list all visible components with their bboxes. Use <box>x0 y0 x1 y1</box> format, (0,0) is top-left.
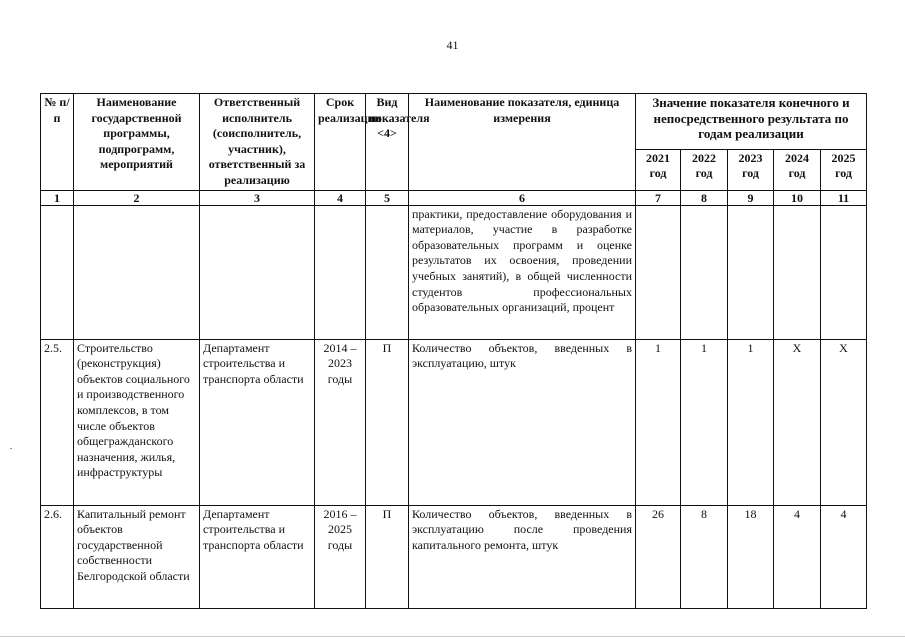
edge-mark-bottom <box>0 636 905 637</box>
column-number: 1 <box>41 190 74 205</box>
table-row <box>41 505 867 608</box>
row-value-2021: 1 <box>636 339 681 505</box>
row-value-2022: 1 <box>681 339 728 505</box>
row-executor <box>200 205 315 339</box>
row-term: 2014 – 2023 годы <box>315 339 366 505</box>
header-executor: Ответственный исполнитель (соисполнитель, участник), ответственный за реализацию <box>200 94 315 191</box>
page-number: 41 <box>446 38 459 52</box>
row-executor: Департамент строительства и транспорта области <box>200 505 315 608</box>
column-number: 3 <box>200 190 315 205</box>
row-value-2025: X <box>821 339 867 505</box>
column-number: 7 <box>636 190 681 205</box>
row-indicator-kind: П <box>366 339 409 505</box>
table-row <box>41 205 867 339</box>
header-values-group: Значение показателя конечного и непосредственного результата по годам реализации <box>636 94 867 150</box>
row-value-2024: 4 <box>774 505 821 608</box>
row-value-2022: 8 <box>681 505 728 608</box>
row-indicator-kind: П <box>366 505 409 608</box>
column-number: 10 <box>774 190 821 205</box>
header-year-2021: 2021 год <box>636 149 681 190</box>
row-value-2021 <box>636 205 681 339</box>
table-row <box>41 339 867 505</box>
header-num: № п/п <box>41 94 74 191</box>
header-year-2024: 2024 год <box>774 149 821 190</box>
header-row <box>41 94 867 150</box>
header-indicator-name: Наименование показателя, единица измерения <box>409 94 636 191</box>
header-term: Срок реализации <box>315 94 366 191</box>
column-numbers-row <box>41 190 867 205</box>
column-number: 8 <box>681 190 728 205</box>
row-indicator-kind <box>366 205 409 339</box>
row-value-2023: 18 <box>728 505 774 608</box>
row-program-name: Капитальный ремонт объектов государственной собственности Белгородской области <box>74 505 200 608</box>
header-program-name: Наименование государственной программы, подпрограмм, мероприятий <box>74 94 200 191</box>
column-number: 11 <box>821 190 867 205</box>
column-number: 9 <box>728 190 774 205</box>
row-value-2023 <box>728 205 774 339</box>
column-number: 2 <box>74 190 200 205</box>
row-indicator-name: Количество объектов, введенных в эксплуатацию после проведения капитального ремонта, штук <box>409 505 636 608</box>
row-indicator-name: практики, предоставление оборудования и материалов, участие в разработке образовательных программ и оценке результатов их освоения, проведении учебных занятий), в общей численности студентов профессиональных образовательных организаций, процент <box>409 205 636 339</box>
column-number: 5 <box>366 190 409 205</box>
indicators-table <box>40 93 867 609</box>
row-value-2021: 26 <box>636 505 681 608</box>
row-value-2024 <box>774 205 821 339</box>
header-year-2022: 2022 год <box>681 149 728 190</box>
row-term: 2016 – 2025 годы <box>315 505 366 608</box>
row-number: 2.5. <box>41 339 74 505</box>
header-indicator-kind: Вид показателя <4> <box>366 94 409 191</box>
row-value-2025 <box>821 205 867 339</box>
row-program-name: Строительство (реконструкция) объектов социального и производственного комплексов, в том числе объектов общегражданского назначения, жилья, инфраструктуры <box>74 339 200 505</box>
row-number: 2.6. <box>41 505 74 608</box>
row-executor: Департамент строительства и транспорта области <box>200 339 315 505</box>
column-number: 4 <box>315 190 366 205</box>
edge-mark-left <box>10 448 12 449</box>
row-term <box>315 205 366 339</box>
row-value-2023: 1 <box>728 339 774 505</box>
column-number: 6 <box>409 190 636 205</box>
row-value-2022 <box>681 205 728 339</box>
header-year-2025: 2025 год <box>821 149 867 190</box>
row-value-2025: 4 <box>821 505 867 608</box>
row-value-2024: X <box>774 339 821 505</box>
header-year-2023: 2023 год <box>728 149 774 190</box>
row-program-name <box>74 205 200 339</box>
row-number <box>41 205 74 339</box>
row-indicator-name: Количество объектов, введенных в эксплуатацию, штук <box>409 339 636 505</box>
